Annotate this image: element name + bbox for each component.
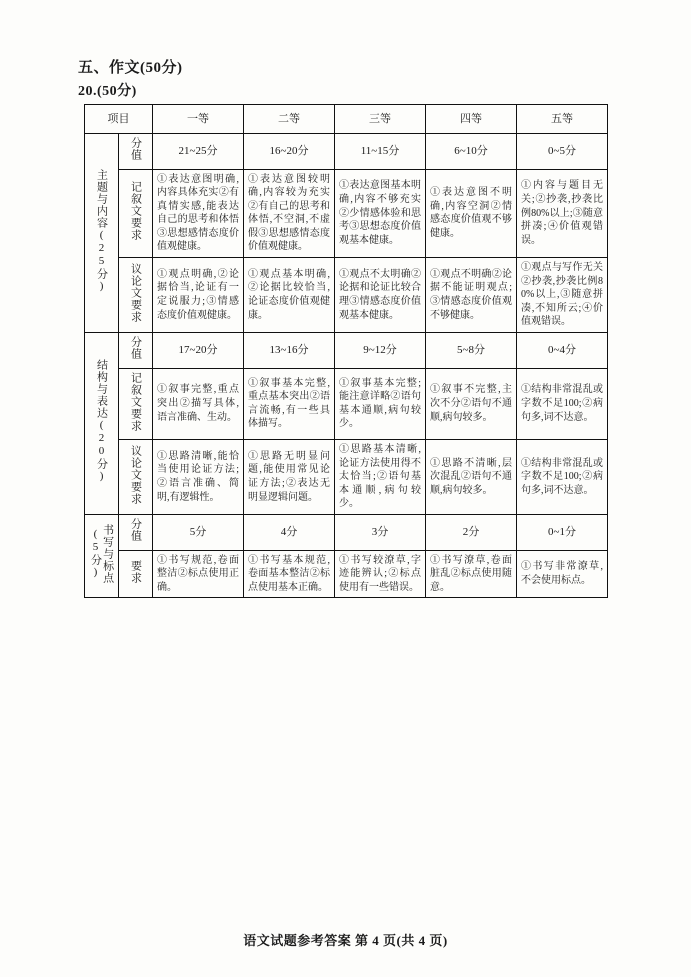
score-value: 5分 [153, 515, 244, 551]
category-label-structure: 结构与表达(20分) [85, 333, 119, 515]
score-value: 11~15分 [335, 134, 426, 170]
table-row [85, 550, 608, 598]
subcategory-label: 记叙文要求 [119, 368, 153, 440]
score-value: 9~12分 [335, 333, 426, 369]
score-label: 分值 [119, 515, 153, 551]
criteria-cell: ①表达意图基本明确,内容不够充实②少情感体验和思考③思想态度价值观基本健康。 [335, 169, 426, 258]
section-heading: 五、作文(50分) [78, 60, 183, 76]
header-level-3: 三等 [335, 105, 426, 134]
header-level-1: 一等 [153, 105, 244, 134]
criteria-cell: ①叙事基本完整;能注意详略②语句基本通顺,病句较少。 [335, 368, 426, 440]
table-row [85, 515, 608, 551]
page-footer: 语文试题参考答案 第 4 页(共 4 页) [243, 933, 448, 948]
criteria-cell: ①思路清晰,能恰当使用论证方法;②语言准确、简明,有逻辑性。 [153, 440, 244, 515]
score-value: 0~5分 [517, 134, 608, 170]
criteria-cell: ①观点不明确②论据不能证明观点;③情感态度价值观不够健康。 [426, 258, 517, 333]
criteria-cell: ①表达意图明确,内容具体充实②有真情实感,能表达自己的思考和体悟③思想感情态度价值观健康。 [153, 169, 244, 258]
criteria-cell: ①观点基本明确,②论据比较恰当,论证态度价值观健康。 [244, 258, 335, 333]
criteria-cell: ①观点明确,②论据恰当,论证有一定说服力;③情感态度价值观健康。 [153, 258, 244, 333]
criteria-cell: ①书写基本规范,卷面基本整洁②标点使用基本正确。 [244, 550, 335, 598]
criteria-cell: ①书写潦草,卷面脏乱②标点使用随意。 [426, 550, 517, 598]
criteria-cell: ①观点不太明确②论据和论证比较合理③情感态度价值观基本健康。 [335, 258, 426, 333]
criteria-cell: ①叙事完整,重点突出②描写具体,语言准确、生动。 [153, 368, 244, 440]
criteria-cell: ①观点与写作无关②抄袭,抄袭比例80%以上,③随意拼凑,不知所云;④价值观错误。 [517, 258, 608, 333]
score-value: 21~25分 [153, 134, 244, 170]
table-row [85, 333, 608, 369]
table-row [85, 440, 608, 515]
table-row [85, 368, 608, 440]
table-row [85, 134, 608, 170]
score-value: 16~20分 [244, 134, 335, 170]
score-label: 分值 [119, 333, 153, 369]
header-level-4: 四等 [426, 105, 517, 134]
criteria-cell: ①表达意图不明确,内容空洞②情感态度价值观不够健康。 [426, 169, 517, 258]
criteria-cell: ①结构非常混乱或字数不足100;②病句多,词不达意。 [517, 368, 608, 440]
criteria-cell: ①叙事基本完整,重点基本突出②语言流畅,有一些具体描写。 [244, 368, 335, 440]
criteria-cell: ①思路无明显问题,能使用常见论证方法;②表达无明显逻辑问题。 [244, 440, 335, 515]
criteria-cell: ①表达意图较明确,内容较为充实②有自己的思考和体悟,不空洞,不虚假③思想感情态度价值观健康。 [244, 169, 335, 258]
subcategory-label: 议论文要求 [119, 258, 153, 333]
score-value: 5~8分 [426, 333, 517, 369]
scoring-rubric-table [84, 104, 608, 598]
score-label: 分值 [119, 134, 153, 170]
criteria-cell: ①结构非常混乱或字数不足100;②病句多,词不达意。 [517, 440, 608, 515]
category-label-theme: 主题与内容(25分) [85, 134, 119, 333]
header-level-2: 二等 [244, 105, 335, 134]
score-value: 13~16分 [244, 333, 335, 369]
table-row [85, 169, 608, 258]
score-value: 0~4分 [517, 333, 608, 369]
score-value: 4分 [244, 515, 335, 551]
criteria-cell: ①书写较潦草,字迹能辨认;②标点使用有一些错误。 [335, 550, 426, 598]
subcategory-label: 议论文要求 [119, 440, 153, 515]
score-value: 2分 [426, 515, 517, 551]
category-label-handwriting: 书写与标点(5分) [85, 515, 119, 598]
criteria-cell: ①书写非常潦草,不会使用标点。 [517, 550, 608, 598]
table-row [85, 258, 608, 333]
subcategory-label: 记叙文要求 [119, 169, 153, 258]
score-value: 0~1分 [517, 515, 608, 551]
score-value: 6~10分 [426, 134, 517, 170]
score-value: 17~20分 [153, 333, 244, 369]
criteria-cell: ①内容与题目无关;②抄袭,抄袭比例80%以上;③随意拼凑;④价值观错误。 [517, 169, 608, 258]
header-item: 项目 [85, 105, 153, 134]
score-value: 3分 [335, 515, 426, 551]
question-heading: 20.(50分) [78, 84, 137, 99]
subcategory-label: 要求 [119, 550, 153, 598]
criteria-cell: ①叙事不完整,主次不分②语句不通顺,病句较多。 [426, 368, 517, 440]
criteria-cell: ①书写规范,卷面整洁②标点使用正确。 [153, 550, 244, 598]
criteria-cell: ①思路基本清晰,论证方法使用得不太恰当;②语句基本通顺,病句较少。 [335, 440, 426, 515]
criteria-cell: ①思路不清晰,层次混乱②语句不通顺,病句较多。 [426, 440, 517, 515]
header-level-5: 五等 [517, 105, 608, 134]
table-header-row [85, 105, 608, 134]
